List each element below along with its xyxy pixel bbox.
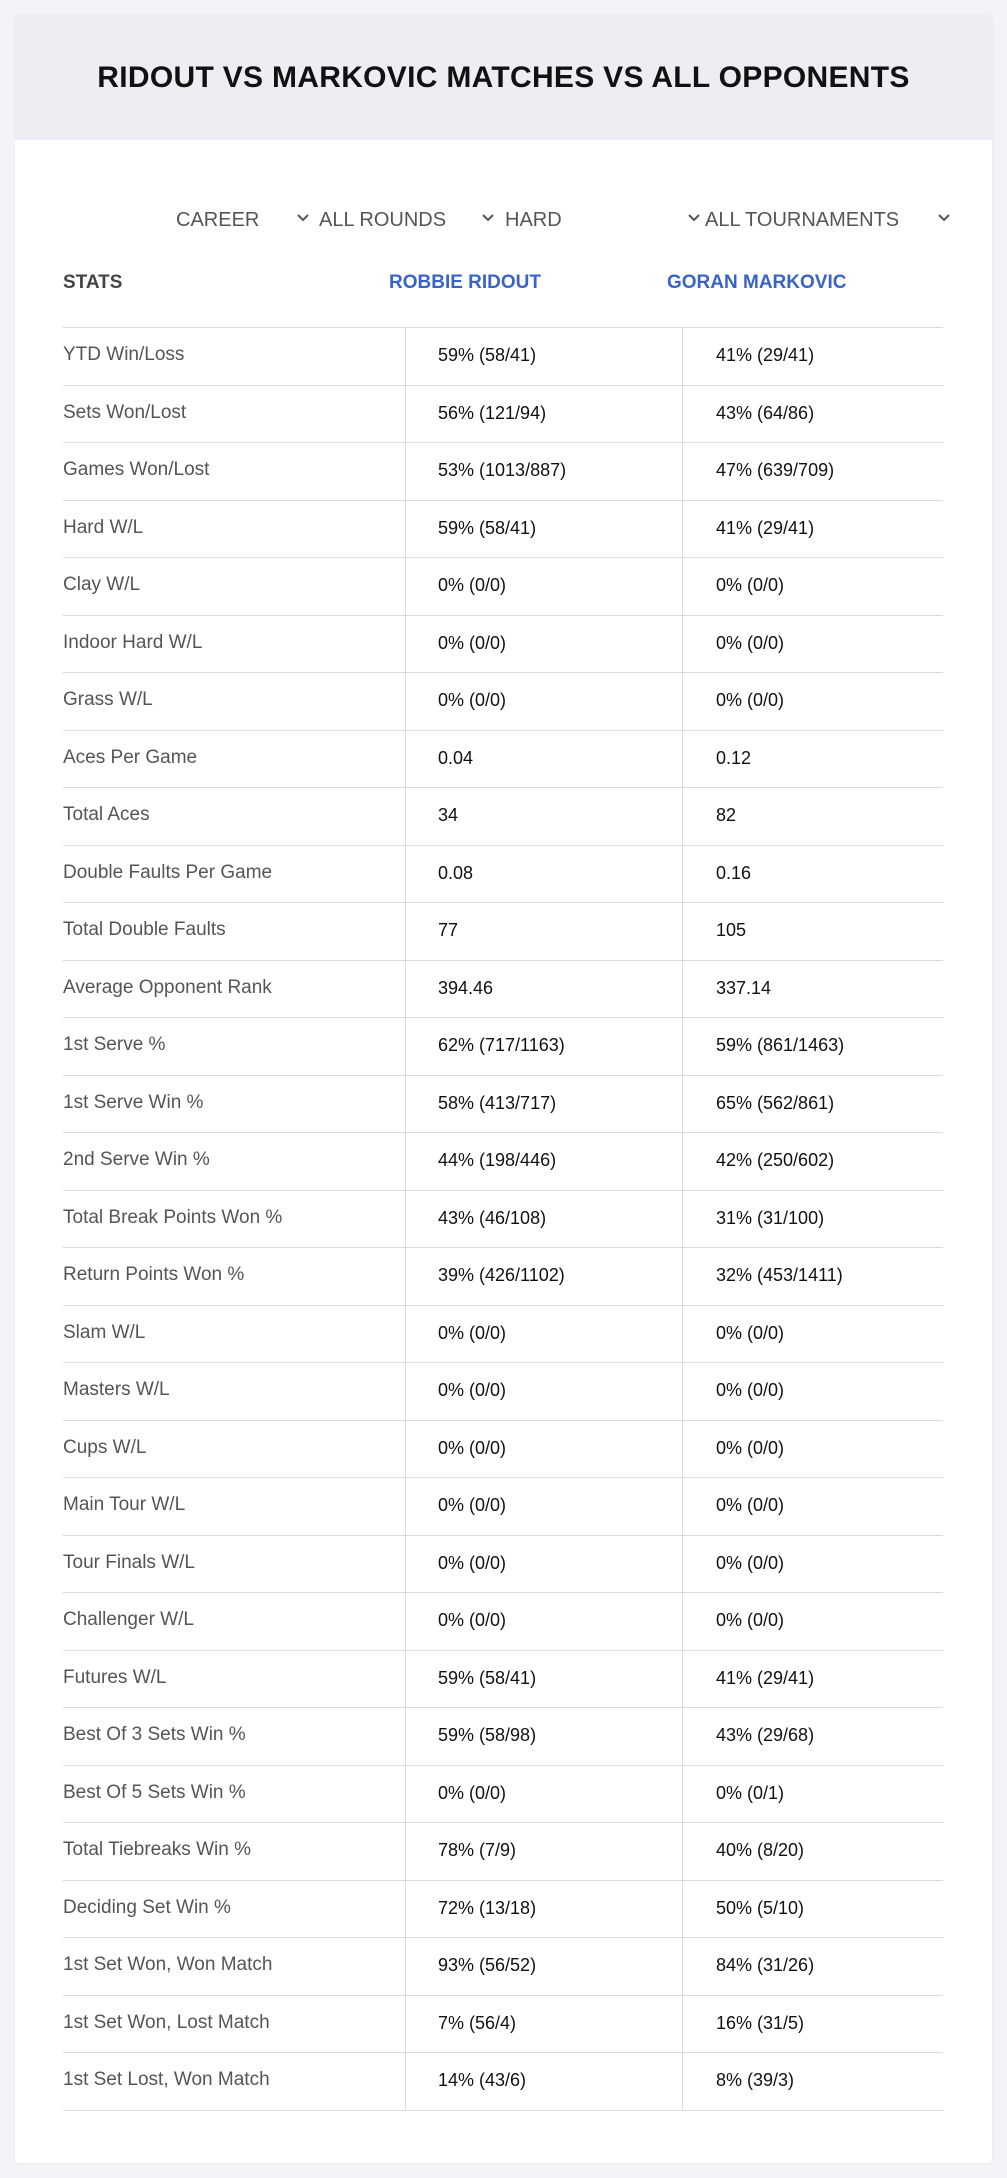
player1-value: 93% (56/52) [438, 1955, 537, 1975]
player1-value: 0.04 [438, 747, 474, 768]
stats-card [15, 15, 992, 2163]
player1-value: 0% (0/0) [438, 1495, 507, 1515]
stat-label: Games Won/Lost [63, 459, 210, 480]
stat-label: 1st Serve % [63, 1034, 166, 1055]
player2-value: 41% (29/41) [716, 1667, 815, 1688]
player2-value: 0% (0/0) [716, 690, 785, 710]
career-select-value: CAREER [176, 208, 260, 231]
stat-label: Total Aces [63, 804, 150, 825]
stat-label: Hard W/L [63, 516, 144, 538]
table-row [63, 2053, 943, 2111]
table-row [63, 616, 943, 674]
player1-value: 0% (0/0) [438, 1782, 507, 1803]
player2-value: 43% (64/86) [716, 402, 815, 423]
player1-value: 62% (717/1163) [438, 1035, 565, 1055]
stat-label: Aces Per Game [63, 746, 198, 768]
player1-value: 39% (426/1102) [438, 1265, 565, 1285]
player2-value: 41% (29/41) [716, 345, 815, 365]
player2-value: 0% (0/1) [716, 1782, 785, 1803]
table-row [63, 558, 943, 616]
table-row [63, 1881, 943, 1939]
player2-value: 82 [716, 805, 737, 825]
table-row [63, 1536, 943, 1594]
table-row [63, 1708, 943, 1766]
table-row [63, 328, 943, 386]
player2-value: 0% (0/0) [716, 1495, 785, 1515]
player1-value: 58% (413/717) [438, 1092, 557, 1113]
table-row [63, 731, 943, 789]
stat-label: Total Tiebreaks Win % [63, 1839, 251, 1860]
player1-value: 59% (58/41) [438, 517, 537, 538]
surface-select-value: HARD [505, 208, 562, 231]
table-body [63, 328, 943, 2111]
table-row [63, 1306, 943, 1364]
table-row [63, 961, 943, 1019]
surface-select[interactable] [505, 205, 705, 235]
stat-label: Slam W/L [63, 1321, 146, 1343]
player2-value: 8% (39/3) [716, 2070, 795, 2090]
player2-value: 59% (861/1463) [716, 1035, 845, 1055]
rounds-select-value: ALL ROUNDS [319, 208, 447, 231]
table-row [63, 1248, 943, 1306]
column-divider [682, 327, 683, 2110]
stat-label: Main Tour W/L [63, 1494, 186, 1515]
player1-value: 7% (56/4) [438, 2012, 517, 2033]
player1-value: 78% (7/9) [438, 1840, 517, 1860]
stat-label: Average Opponent Rank [63, 976, 272, 998]
table-row [63, 1766, 943, 1824]
stat-label: Best Of 5 Sets Win % [63, 1781, 246, 1803]
player1-value: 394.46 [438, 977, 494, 998]
player2-value: 0% (0/0) [716, 1437, 785, 1458]
table-row [63, 386, 943, 444]
player2-value: 47% (639/709) [716, 460, 835, 480]
column-header-player2[interactable]: GORAN MARKOVIC [667, 272, 847, 293]
player1-value: 72% (13/18) [438, 1897, 537, 1918]
table-row [63, 1938, 943, 1996]
player2-value: 0% (0/0) [716, 1552, 785, 1573]
stat-label: Masters W/L [63, 1379, 170, 1400]
column-header-stats: STATS [63, 272, 123, 293]
table-row [63, 1133, 943, 1191]
player2-value: 40% (8/20) [716, 1840, 805, 1860]
column-header-player1[interactable]: ROBBIE RIDOUT [389, 272, 541, 293]
stat-label: Cups W/L [63, 1436, 147, 1458]
chevron-down-icon [294, 209, 312, 227]
player1-value: 0% (0/0) [438, 1610, 507, 1630]
player2-value: 0% (0/0) [716, 1380, 785, 1400]
stat-label: YTD Win/Loss [63, 344, 185, 365]
stat-label: Best Of 3 Sets Win % [63, 1724, 246, 1745]
player1-value: 53% (1013/887) [438, 460, 567, 480]
table-row [63, 903, 943, 961]
filter-bar [15, 185, 992, 255]
player1-value: 0% (0/0) [438, 575, 507, 595]
player2-value: 0.16 [716, 862, 752, 883]
tournaments-select[interactable] [705, 205, 965, 235]
player1-value: 0% (0/0) [438, 1552, 507, 1573]
player2-value: 105 [716, 920, 747, 940]
table-row [63, 788, 943, 846]
chevron-down-icon [685, 209, 703, 227]
career-select[interactable] [176, 205, 316, 235]
player2-value: 65% (562/861) [716, 1092, 835, 1113]
stat-label: Challenger W/L [63, 1609, 194, 1630]
player2-value: 16% (31/5) [716, 2012, 805, 2033]
stat-label: Total Double Faults [63, 919, 226, 940]
chevron-down-icon [479, 209, 497, 227]
player1-value: 59% (58/41) [438, 1667, 537, 1688]
stat-label: Return Points Won % [63, 1264, 245, 1285]
table-row [63, 1191, 943, 1249]
player1-value: 0% (0/0) [438, 1437, 507, 1458]
table-row [63, 1593, 943, 1651]
table-row [63, 673, 943, 731]
player2-value: 0% (0/0) [716, 1610, 785, 1630]
player1-value: 59% (58/41) [438, 345, 537, 365]
table-row [63, 1823, 943, 1881]
stat-label: 1st Set Lost, Won Match [63, 2069, 270, 2090]
stat-label: Tour Finals W/L [63, 1551, 195, 1573]
player2-value: 41% (29/41) [716, 517, 815, 538]
player2-value: 43% (29/68) [716, 1725, 815, 1745]
table-row [63, 1018, 943, 1076]
table-row [63, 1076, 943, 1134]
stat-label: Clay W/L [63, 574, 141, 595]
player2-value: 0.12 [716, 747, 752, 768]
table-row [63, 1478, 943, 1536]
table-header [63, 255, 943, 328]
player1-value: 0% (0/0) [438, 1322, 507, 1343]
player2-value: 84% (31/26) [716, 1955, 815, 1975]
player1-value: 14% (43/6) [438, 2070, 527, 2090]
table-row [63, 846, 943, 904]
table-row [63, 1421, 943, 1479]
tournaments-select-value: ALL TOURNAMENTS [705, 208, 900, 231]
table-row [63, 443, 943, 501]
page-header [15, 15, 992, 140]
stat-label: Grass W/L [63, 689, 153, 710]
stat-label: 1st Set Won, Lost Match [63, 2011, 270, 2033]
stat-label: 2nd Serve Win % [63, 1149, 210, 1170]
player1-value: 0.08 [438, 862, 474, 883]
table-row [63, 1996, 943, 2054]
stat-label: 1st Serve Win % [63, 1091, 204, 1113]
rounds-select[interactable] [319, 205, 499, 235]
player1-value: 0% (0/0) [438, 1380, 507, 1400]
stat-label: Deciding Set Win % [63, 1896, 231, 1918]
table-row [63, 501, 943, 559]
player1-value: 0% (0/0) [438, 690, 507, 710]
stat-label: Double Faults Per Game [63, 861, 273, 883]
player1-value: 77 [438, 920, 459, 940]
stat-label: Total Break Points Won % [63, 1206, 283, 1228]
table-row [63, 1363, 943, 1421]
chevron-down-icon [935, 209, 953, 227]
stats-table [63, 255, 943, 2111]
player2-value: 337.14 [716, 977, 772, 998]
player2-value: 0% (0/0) [716, 632, 785, 653]
player1-value: 44% (198/446) [438, 1150, 557, 1170]
page-title: RIDOUT VS MARKOVIC MATCHES VS ALL OPPONENTS [97, 60, 910, 94]
player2-value: 0% (0/0) [716, 1322, 785, 1343]
player1-value: 0% (0/0) [438, 632, 507, 653]
column-divider [405, 327, 406, 2110]
player1-value: 34 [438, 805, 459, 825]
player2-value: 50% (5/10) [716, 1897, 805, 1918]
player2-value: 31% (31/100) [716, 1207, 825, 1228]
player1-value: 59% (58/98) [438, 1725, 537, 1745]
table-row [63, 1651, 943, 1709]
player2-value: 42% (250/602) [716, 1150, 835, 1170]
player1-value: 43% (46/108) [438, 1207, 547, 1228]
player1-value: 56% (121/94) [438, 402, 547, 423]
player2-value: 0% (0/0) [716, 575, 785, 595]
stat-label: 1st Set Won, Won Match [63, 1954, 273, 1975]
stat-label: Indoor Hard W/L [63, 631, 203, 653]
stat-label: Sets Won/Lost [63, 401, 187, 423]
stat-label: Futures W/L [63, 1666, 167, 1688]
player2-value: 32% (453/1411) [716, 1265, 843, 1285]
